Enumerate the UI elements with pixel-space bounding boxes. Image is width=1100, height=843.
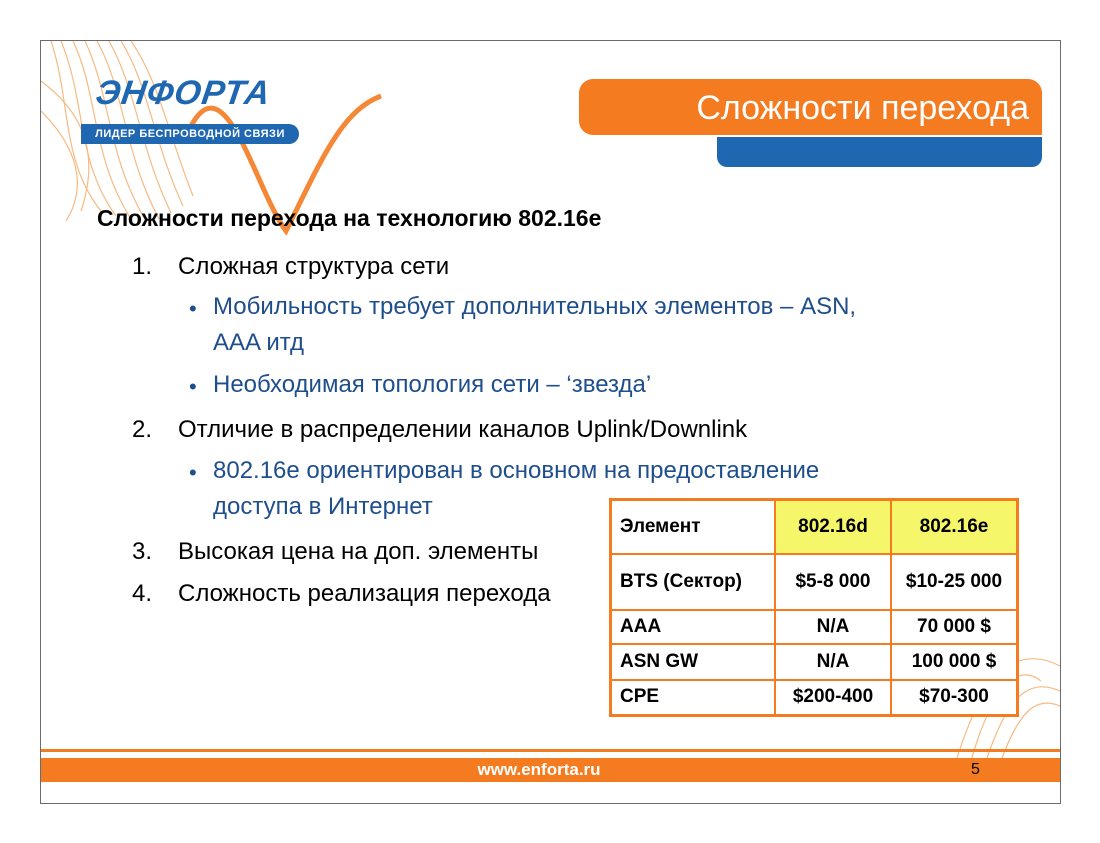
bullet-marker: • — [189, 460, 197, 485]
sub-bullet-line: Необходимая топология сети – ‘звезда’ — [213, 371, 652, 398]
table-cell: 70 000 $ — [891, 610, 1018, 644]
slide — [40, 40, 1061, 804]
item-number: 1. — [132, 253, 153, 280]
bullet-marker: • — [189, 374, 197, 399]
table-cell: BTS (Сектор) — [611, 554, 776, 610]
item-number: 4. — [132, 580, 153, 607]
table-cell: $200-400 — [775, 680, 891, 716]
sub-bullet-line: 802.16е ориентирован в основном на предоставление — [213, 457, 820, 484]
sub-bullet-line: доступа в Интернет — [213, 493, 433, 520]
list-item: Отличие в распределении каналов Uplink/Downlink — [178, 416, 748, 443]
table-cell: N/A — [775, 610, 891, 644]
table-cell: ASN GW — [611, 644, 776, 680]
table-header-cell: Элемент — [611, 500, 776, 554]
table-cell: CPE — [611, 680, 776, 716]
table-row — [611, 644, 1018, 680]
sub-bullet-line: AAA итд — [213, 329, 304, 356]
table-row — [611, 554, 1018, 610]
table-cell: N/A — [775, 644, 891, 680]
table-row — [611, 680, 1018, 716]
item-number: 2. — [132, 416, 153, 443]
section-heading: Сложности перехода на технологию 802.16е — [97, 205, 602, 231]
slide-title: Сложности перехода — [696, 89, 1029, 127]
logo-tagline: ЛИДЕР БЕСПРОВОДНОЙ СВЯЗИ — [81, 124, 299, 144]
page-number: 5 — [971, 761, 980, 778]
table-row — [611, 610, 1018, 644]
bullet-marker: • — [189, 296, 197, 321]
company-logo: ЭНФОРТА — [93, 74, 274, 112]
list-item: Сложная структура сети — [178, 253, 450, 280]
table-cell: AAA — [611, 610, 776, 644]
cost-comparison-table — [609, 498, 1019, 717]
sub-bullet-line: Мобильность требует дополнительных элементов – ASN, — [213, 293, 857, 320]
table-cell: $10-25 000 — [891, 554, 1018, 610]
table-cell: $5-8 000 — [775, 554, 891, 610]
table-header-row — [611, 500, 1018, 554]
item-number: 3. — [132, 538, 153, 565]
list-item: Высокая цена на доп. элементы — [178, 538, 539, 565]
table-cell: 100 000 $ — [891, 644, 1018, 680]
title-accent-bar — [717, 137, 1042, 167]
table-header-cell: 802.16e — [891, 500, 1018, 554]
list-item: Сложность реализация перехода — [178, 580, 551, 607]
table-header-cell: 802.16d — [775, 500, 891, 554]
footer-divider — [41, 749, 1060, 752]
table-cell: $70-300 — [891, 680, 1018, 716]
footer-website-link[interactable]: www.enforta.ru — [477, 760, 601, 779]
